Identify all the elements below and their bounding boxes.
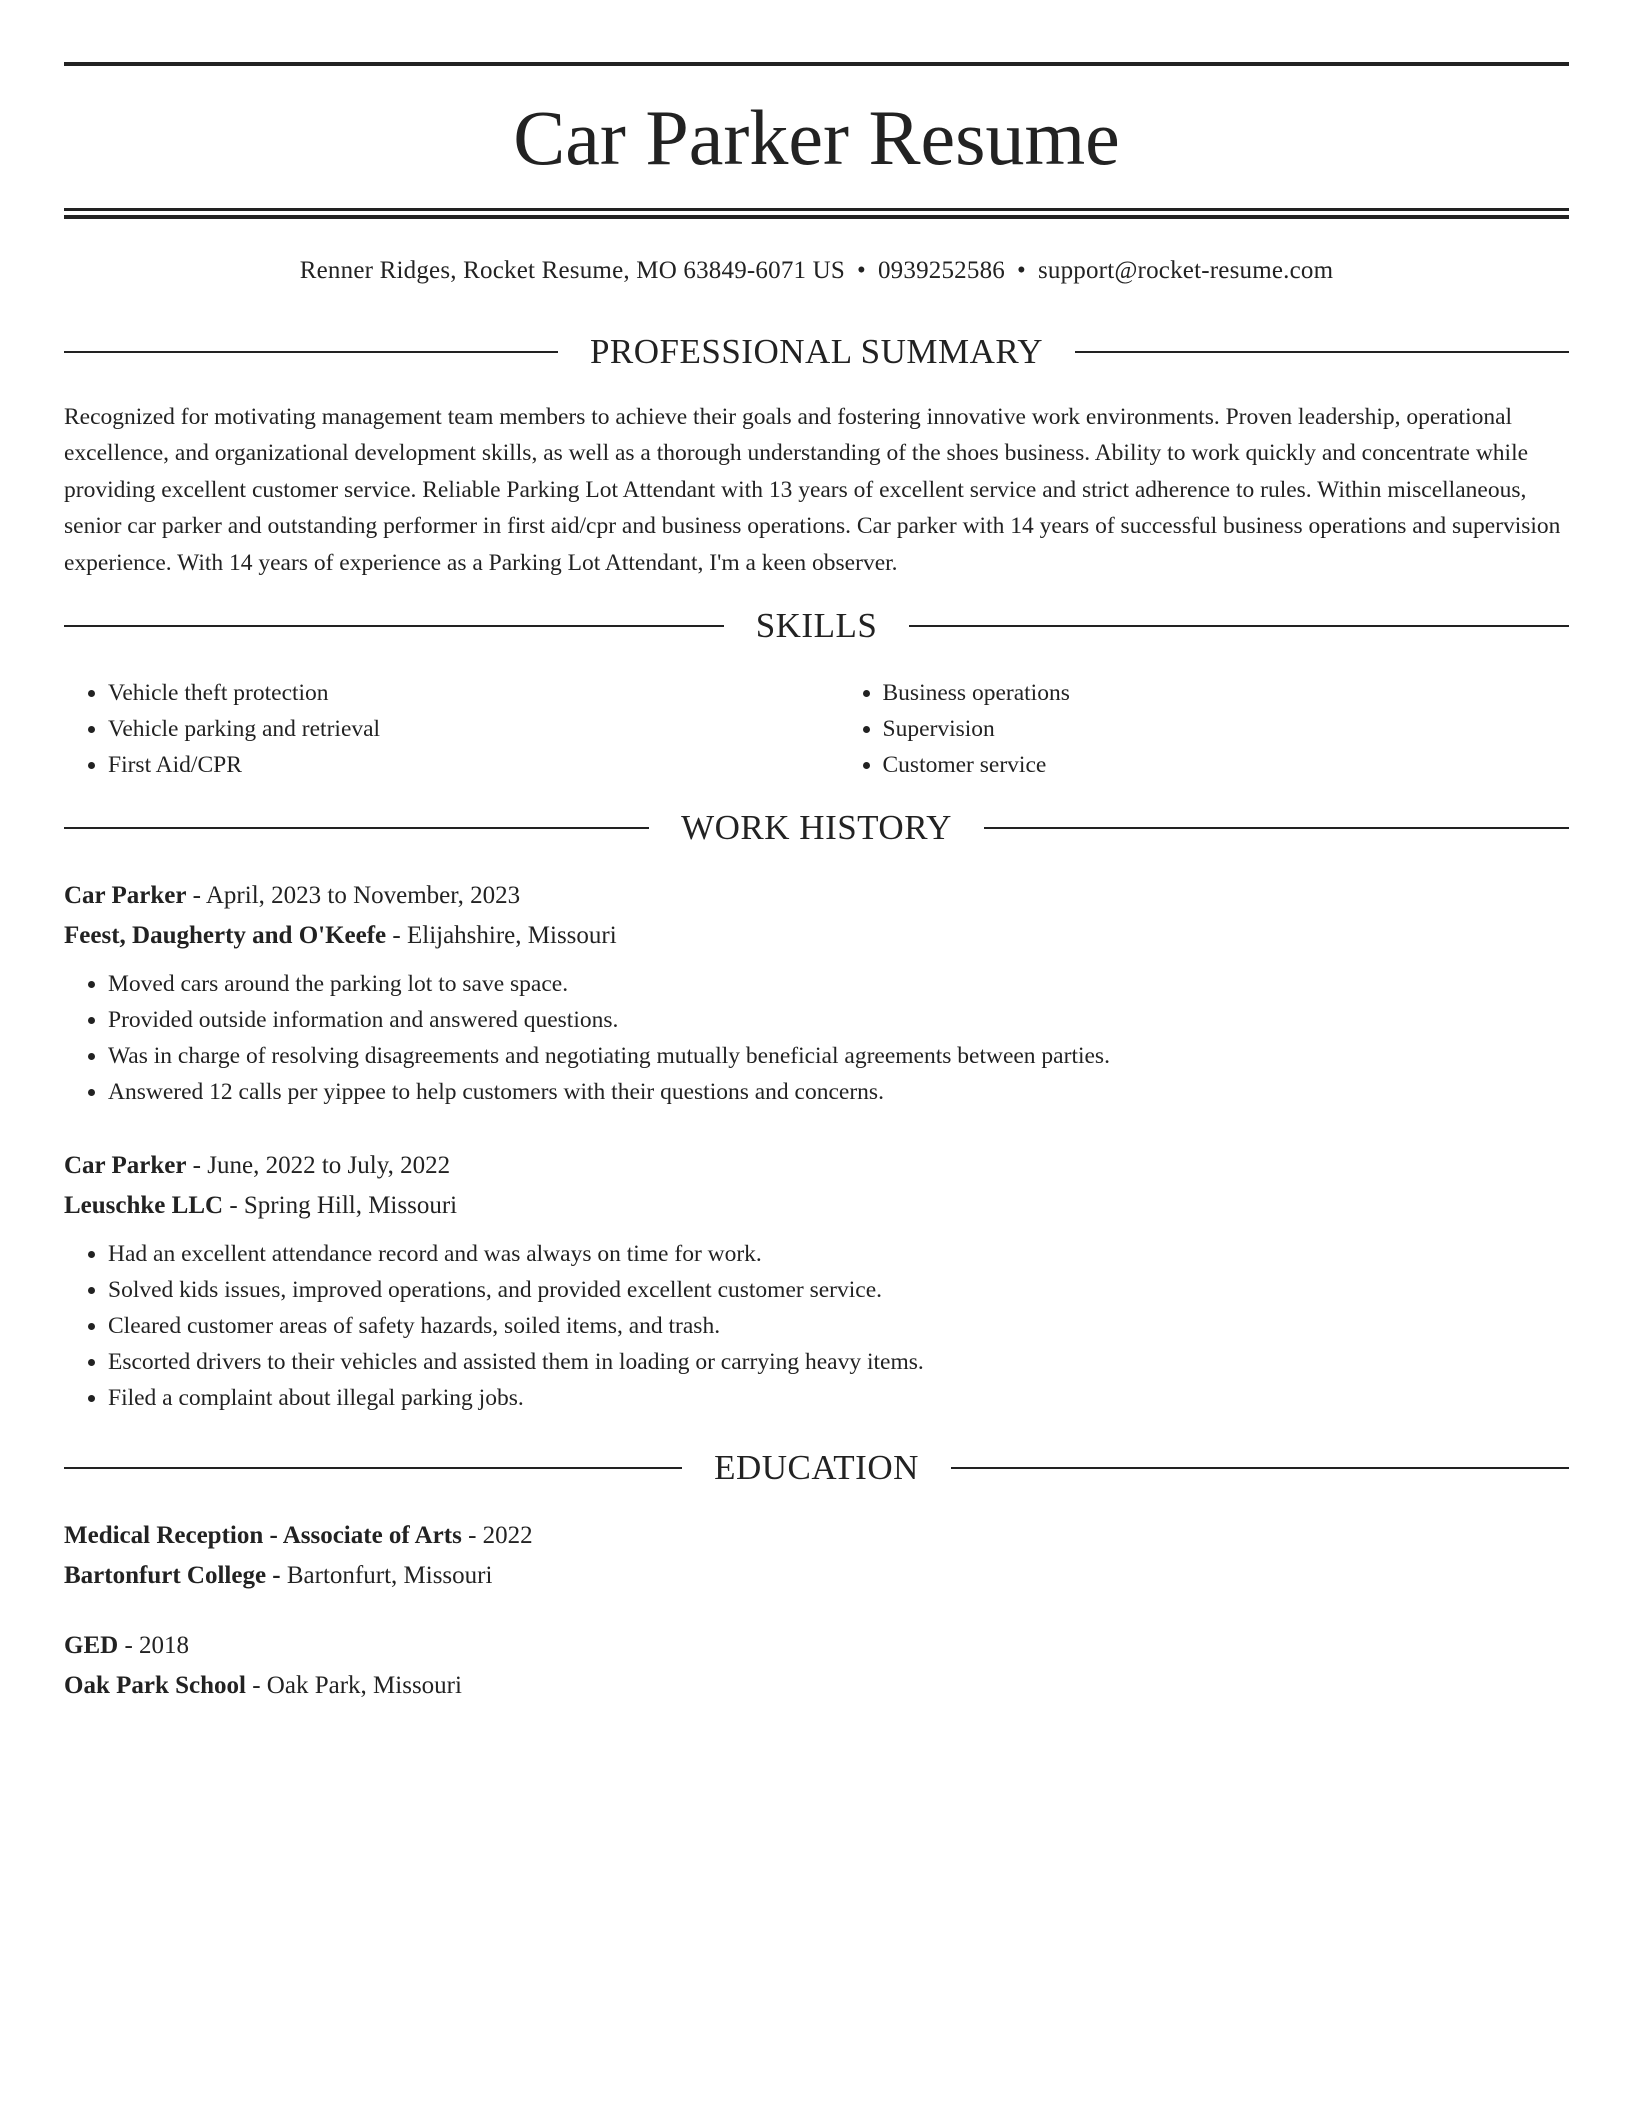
job-title-line [64,1146,1569,1186]
job-company-line [64,916,1569,956]
skills-heading [64,604,1569,648]
education-year: - 2022 [461,1522,533,1549]
summary-text: Recognized for motivating management team members to achieve their goals and fostering innovative work environments. Proven leadership, operational excellence, and organizational development skills, as well as a thorough understanding of the shoes business. Ability to work quickly and concentrate while providing excellent customer service. Reliable Parking Lot Attendant with 13 years of excellent service and strict adherence to rules. Within miscellaneous, senior car parker and outstanding performer in first aid/cpr and business operations. Car parker with 14 years of successful business operations and supervision experience. With 14 years of experience as a Parking Lot Attendant, I'm a keen observer. [64,404,1561,576]
education-degree-line [64,1516,1569,1556]
job-bullets [64,966,1569,1110]
job-bullet: • Escorted drivers to their vehicles and assisted them in loading or carrying heavy items. [108,1344,1569,1380]
work-entry [64,1146,1569,1416]
skills-column-left [64,675,795,783]
top-rule [64,62,1569,66]
education-degree: Medical Reception - Associate of Arts [64,1522,462,1549]
education-entry [64,1626,1569,1706]
job-company: Leuschke LLC [64,1192,224,1219]
heading-rule-right [909,625,1569,627]
skill-item: • Business operations [883,675,1570,711]
heading-rule-left [64,827,649,829]
education-heading [64,1446,1569,1490]
heading-rule-right [984,827,1569,829]
skills-heading-label: SKILLS [755,606,878,645]
contact-email: support@rocket-resume.com [1037,257,1334,284]
job-bullets [64,1236,1569,1416]
contact-address: Renner Ridges, Rocket Resume, MO 63849-6071 US [299,257,846,284]
heading-rule-left [64,1467,682,1469]
skill-item: • Vehicle theft protection [108,675,795,711]
work-heading-label: WORK HISTORY [681,808,952,847]
skill-item: • Supervision [883,711,1570,747]
job-company-line [64,1186,1569,1226]
summary-heading [64,330,1569,374]
skill-item: • First Aid/CPR [108,747,795,783]
education-degree-line [64,1626,1569,1666]
education-location: Bartonfurt, Missouri [280,1562,493,1589]
education-year: - 2018 [118,1632,190,1659]
education-degree: GED [64,1632,119,1659]
job-dates: - June, 2022 to July, 2022 [186,1152,451,1179]
job-title-line [64,876,1569,916]
job-bullet: • Solved kids issues, improved operations, and provided excellent customer service. [108,1272,1569,1308]
work-entry [64,876,1569,1110]
education-school: Bartonfurt College - [64,1562,281,1589]
contact-line [64,254,1569,288]
job-bullet: • Had an excellent attendance record and was always on time for work. [108,1236,1569,1272]
heading-rule-right [951,1467,1569,1469]
heading-rule-left [64,351,558,353]
contact-separator: • [1016,257,1026,284]
job-dates: - April, 2023 to November, 2023 [186,882,521,909]
job-location: - Elijahshire, Missouri [386,922,617,949]
education-location: - Oak Park, Missouri [245,1672,462,1699]
skills-column-right [795,675,1570,783]
job-title: Car Parker [64,1152,187,1179]
job-bullet: • Moved cars around the parking lot to save space. [108,966,1569,1002]
heading-rule-right [1075,351,1569,353]
work-heading [64,806,1569,850]
skill-item: • Vehicle parking and retrieval [108,711,795,747]
education-school: Oak Park School [64,1672,246,1699]
job-bullet: • Was in charge of resolving disagreements and negotiating mutually beneficial agreements between parties. [108,1038,1569,1074]
job-bullet: • Answered 12 calls per yippee to help customers with their questions and concerns. [108,1074,1569,1110]
job-company: Feest, Daugherty and O'Keefe [64,922,387,949]
job-bullet: • Cleared customer areas of safety hazards, soiled items, and trash. [108,1308,1569,1344]
education-heading-label: EDUCATION [714,1448,919,1487]
skills-list [64,675,1569,783]
job-location: - Spring Hill, Missouri [223,1192,458,1219]
job-bullet: • Provided outside information and answered questions. [108,1002,1569,1038]
job-title: Car Parker [64,882,187,909]
skill-item: • Customer service [883,747,1570,783]
education-school-line [64,1666,1569,1706]
heading-rule-left [64,625,724,627]
education-school-line [64,1556,1569,1596]
contact-separator: • [857,257,866,284]
summary-heading-label: PROFESSIONAL SUMMARY [589,332,1044,371]
resume-title: Car Parker Resume [513,94,1120,181]
header-rule-upper [64,208,1569,211]
contact-phone: 0939252586 [877,257,1005,284]
header-rule-lower [64,215,1569,219]
education-entry [64,1516,1569,1596]
job-bullet: • Filed a complaint about illegal parking jobs. [108,1380,1569,1416]
